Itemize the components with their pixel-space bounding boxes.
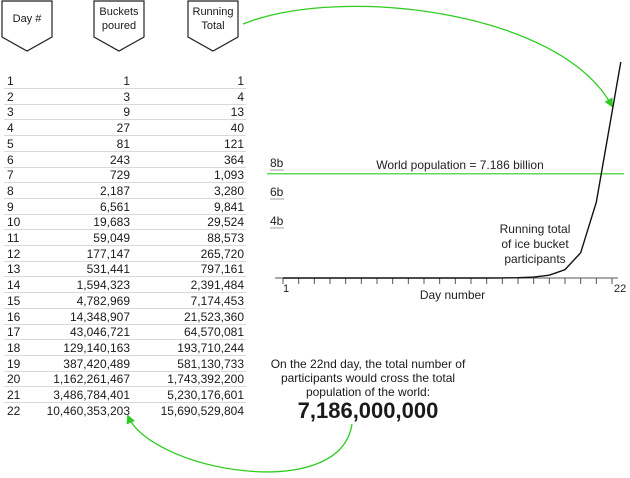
x-axis-label: Day number — [419, 288, 486, 302]
running-total-cell: 88,573 — [207, 231, 244, 245]
series-label-line: of ice bucket — [501, 237, 569, 251]
buckets-poured-cell: 387,420,489 — [63, 356, 130, 371]
day-cell: 4 — [7, 121, 14, 136]
buckets-poured-cell: 9 — [123, 105, 130, 120]
x-tick-label: 1 — [283, 283, 290, 295]
arrow-note-to-row22 — [128, 416, 352, 472]
day-cell: 8 — [7, 183, 14, 198]
running-total-cell: 13 — [230, 105, 244, 120]
x-tick-label: 22 — [614, 283, 627, 295]
buckets-poured-cell: 177,147 — [86, 246, 130, 261]
running-total-cell: 9,841 — [213, 199, 244, 214]
day-cell: 17 — [7, 325, 21, 340]
arrow-header-to-chart — [243, 6, 612, 106]
buckets-poured-cell: 3 — [123, 89, 130, 104]
day-cell: 7 — [7, 168, 14, 183]
buckets-poured-cell: 19,683 — [93, 215, 130, 230]
running-total-cell: 1,093 — [213, 168, 244, 183]
day-cell: 12 — [7, 246, 21, 261]
buckets-poured-cell: 2,187 — [99, 183, 130, 198]
day-cell: 18 — [7, 340, 21, 355]
day-cell: 15 — [7, 293, 21, 308]
day-cell: 22 — [7, 403, 21, 418]
world-population-label: World population = 7.186 billion — [376, 157, 544, 172]
running-total-cell: 7,174,453 — [190, 293, 244, 308]
running-total-cell: 797,161 — [200, 262, 244, 277]
day-cell: 10 — [7, 215, 21, 230]
day-cell: 2 — [7, 89, 14, 104]
day-cell: 21 — [7, 388, 21, 402]
y-tick-label: 4b — [270, 214, 284, 228]
buckets-poured-cell: 81 — [116, 136, 130, 151]
running-total-cell: 1,743,392,200 — [167, 372, 244, 387]
day-cell: 5 — [7, 136, 14, 151]
y-tick-label: 8b — [270, 156, 284, 170]
day-cell: 16 — [7, 309, 21, 324]
running-total-cell: 265,720 — [200, 246, 244, 261]
buckets-poured-cell: 1 — [123, 74, 130, 88]
running-total-cell: 64,570,081 — [183, 325, 244, 340]
buckets-poured-cell: 59,049 — [93, 231, 130, 245]
day-cell: 3 — [7, 105, 14, 120]
running-total-cell: 40 — [230, 121, 244, 136]
day-cell: 1 — [7, 74, 14, 88]
day-cell: 13 — [7, 262, 21, 277]
buckets-poured-cell: 3,486,784,401 — [53, 388, 130, 402]
running-total-cell: 1 — [237, 74, 244, 88]
day-cell: 20 — [7, 372, 21, 387]
day-cell: 6 — [7, 152, 14, 167]
column-header-label: Buckets poured — [99, 6, 139, 32]
day-cell: 9 — [7, 199, 14, 214]
day-cell: 11 — [7, 231, 20, 245]
series-label-line: Running total — [499, 222, 571, 236]
running-total-cell: 5,230,176,601 — [167, 388, 244, 402]
series-label-line: participants — [504, 252, 566, 266]
buckets-poured-cell: 531,441 — [86, 262, 130, 277]
annotation-text: On the 22nd day, the total number of participants would cross the total population of the world: — [270, 357, 466, 399]
buckets-poured-cell: 27 — [116, 121, 130, 136]
buckets-poured-cell: 6,561 — [99, 199, 130, 214]
buckets-poured-cell: 1,594,323 — [76, 278, 130, 293]
running-total-cell: 21,523,360 — [183, 309, 244, 324]
running-total-cell: 15,690,529,804 — [160, 403, 244, 418]
column-header-label: Running Total — [192, 6, 234, 32]
running-total-cell: 3,280 — [213, 183, 244, 198]
buckets-poured-cell: 1,162,261,467 — [53, 372, 130, 387]
series-label — [500, 222, 571, 266]
buckets-poured-cell: 10,460,353,203 — [46, 403, 130, 418]
running-total-cell: 4 — [237, 89, 244, 104]
buckets-poured-cell: 43,046,721 — [69, 325, 130, 340]
world-population-figure: 7,186,000,000 — [297, 398, 439, 423]
column-header-label: Day # — [12, 13, 42, 25]
buckets-poured-cell: 729 — [109, 168, 130, 183]
buckets-poured-cell: 14,348,907 — [69, 309, 130, 324]
day-cell: 19 — [7, 356, 21, 371]
running-total-cell: 581,130,733 — [177, 356, 244, 371]
day-cell: 14 — [7, 278, 21, 293]
buckets-poured-cell: 4,782,969 — [76, 293, 130, 308]
running-total-cell: 193,710,244 — [177, 340, 244, 355]
running-total-cell: 364 — [223, 152, 244, 167]
running-total-cell: 121 — [223, 136, 244, 151]
y-tick-label: 6b — [270, 185, 284, 199]
buckets-poured-cell: 129,140,163 — [63, 340, 130, 355]
running-total-cell: 29,524 — [207, 215, 244, 230]
running-total-cell: 2,391,484 — [190, 278, 244, 293]
buckets-poured-cell: 243 — [109, 152, 130, 167]
